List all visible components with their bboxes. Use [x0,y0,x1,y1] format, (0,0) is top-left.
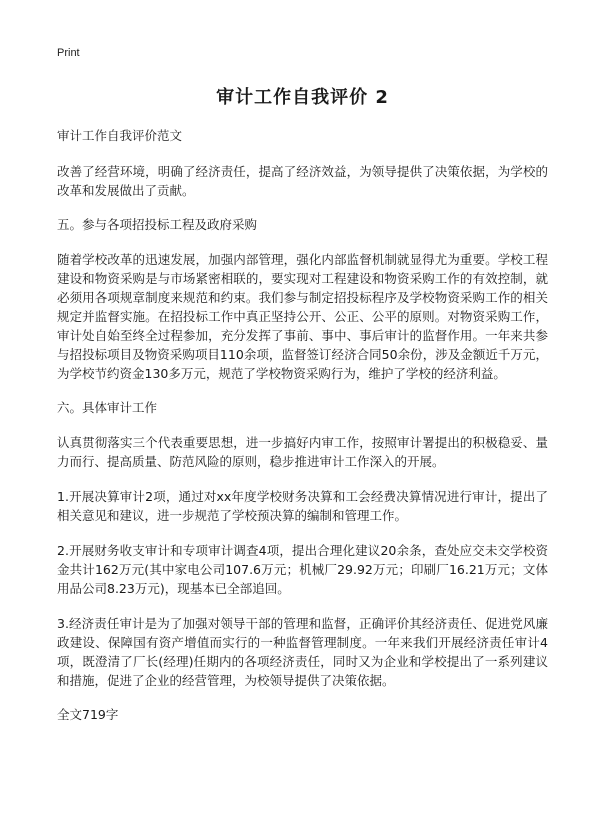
section-5-heading: 五。参与各项招投标工程及政府采购 [57,217,258,232]
audit-item-2: 2.开展财务收支审计和专项审计调查4项，提出合理化建议20余条，查处应交未交学校资金共计162万元(其中家电公司107.6万元；机械厂29.92万元；印刷厂16.21万元；文体用品公司8.23万元)，现基本已全部追回。 [57,543,548,596]
section-6-paragraph: 认真贯彻落实三个代表重要思想，进一步搞好内审工作，按照审计署提出的积极稳妥、量力而行、提高质量、防范风险的原则，稳步推进审计工作深入的开展。 [57,435,548,469]
audit-item-3: 3.经济责任审计是为了加强对领导干部的管理和监督，正确评价其经济责任、促进党风廉政建设、保障国有资产增值而实行的一种监督管理制度。一年来我们开展经济责任审计4项，既澄清了厂长(经理)任期内的各项经济责任，同时又为企业和学校提出了一系列建议和措施，促进了企业的经营管理，为校领导提供了决策依据。 [57,616,548,688]
section-5-paragraph: 随着学校改革的迅速发展，加强内部管理，强化内部监督机制就显得尤为重要。学校工程建设和物资采购是与市场紧密相联的，要实现对工程建设和物资采购工作的有效控制，就必须用各项规章制度来规范和约束。我们参与制定招投标程序及学校物资采购工作的相关规定并监督实施。在招投标工作中真正坚持公开、公正、公平的原则。对物资采购工作，审计处自始至终全过程参加，充分发挥了事前、事中、事后审计的监督作用。一年来共参与招投标项目及物资采购项目110余项，监督签订经济合同50余份，涉及金额近千万元，为学校节约资金130多万元，规范了学校物资采购行为，维护了学校的经济利益。 [57,252,548,381]
page-title: 审计工作自我评价 2 [216,87,389,108]
document-subtitle: 审计工作自我评价范文 [57,128,183,143]
intro-paragraph: 改善了经营环境，明确了经济责任，提高了经济效益，为领导提供了决策依据，为学校的改革和发展做出了贡献。 [57,164,548,198]
print-link[interactable]: Print [57,47,80,59]
word-count: 全文719字 [57,707,119,722]
audit-item-1: 1.开展决算审计2项，通过对xx年度学校财务决算和工会经费决算情况进行审计，提出了相关意见和建议，进一步规范了学校预决算的编制和管理工作。 [57,489,548,523]
section-6-heading: 六。具体审计工作 [57,400,158,415]
